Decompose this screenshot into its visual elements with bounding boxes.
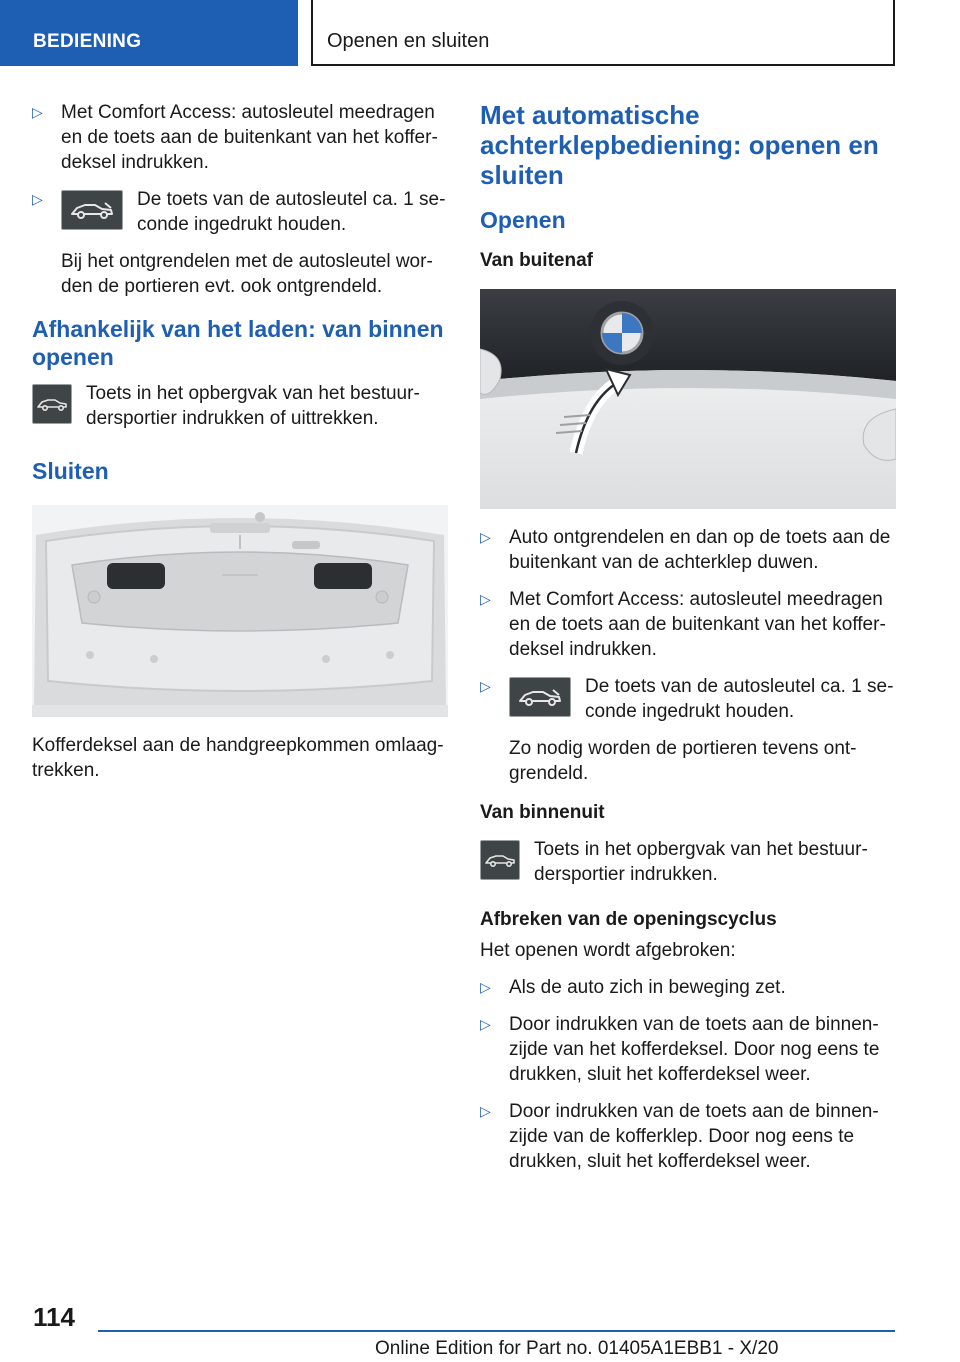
list-item <box>480 1099 896 1174</box>
section-heading-inside: Afhankelijk van het laden: van binnen openen <box>32 316 444 370</box>
bullet-marker-icon: ▷ <box>480 591 491 607</box>
list-item-text: De toets van de autosleutel ca. 1 seconde ingedrukt houden. <box>585 676 894 722</box>
left-column <box>32 100 448 795</box>
list-item-text: Met Comfort Access: autosleutel meedragen en de toets aan de buitenkant van het kofferdeksel indrukken. <box>61 102 438 173</box>
list-item-text: Als de auto zich in beweging zet. <box>509 977 786 998</box>
list-item-text: De toets van de autosleutel ca. 1 seconde ingedrukt houden. <box>137 189 446 235</box>
car-trunk-small-icon <box>32 384 72 424</box>
list-item-text: Auto ontgrendelen en dan op de toets aan de buitenkant van de achterklep duwen. <box>509 527 891 573</box>
car-trunk-icon <box>61 190 123 230</box>
car-trunk-icon <box>509 677 571 717</box>
car-trunk-small-icon <box>480 840 520 880</box>
inside-button-row <box>32 381 448 431</box>
inside-button-row <box>480 837 896 887</box>
abort-intro: Het openen wordt afgebroken: <box>480 940 736 961</box>
list-item <box>480 525 896 575</box>
list-item-text: Door indrukken van de toets aan de binnenzijde van het kofferdeksel. Door nog eens te drukken, sluit het kofferdeksel weer. <box>509 1014 880 1085</box>
inside-button-text: Toets in het opbergvak van het bestuurdersportier indrukken. <box>534 839 868 885</box>
subheading-abort: Afbreken van de openingscyclus <box>480 909 777 930</box>
header-section-label: BEDIENING <box>33 31 142 52</box>
list-item-text: Door indrukken van de toets aan de binnenzijde van de kofferklep. Door nog eens te drukken, sluit het kofferdeksel weer. <box>509 1101 879 1172</box>
list-item-text: Met Comfort Access: autosleutel meedragen en de toets aan de buitenkant van het kofferdeksel indrukken. <box>509 589 886 660</box>
bullet-marker-icon: ▷ <box>32 191 43 207</box>
close-caption: Kofferdeksel aan de handgreepkommen omlaagtrekken. <box>32 735 444 781</box>
subheading-inside: Van binnenuit <box>480 802 605 823</box>
list-item-note: Bij het ontgrendelen met de autosleutel worden de portieren evt. ook ontgrendeld. <box>61 251 433 297</box>
list-item <box>32 100 448 175</box>
subheading-outside: Van buitenaf <box>480 250 593 271</box>
page-title: Met automatische achterklepbediening: openen en sluiten <box>480 100 879 190</box>
bullet-marker-icon: ▷ <box>480 529 491 545</box>
list-item <box>480 975 896 1000</box>
footer-edition: Online Edition for Part no. 01405A1EBB1 - X/20 <box>375 1338 779 1359</box>
section-heading-open: Openen <box>480 207 566 233</box>
inside-button-text: Toets in het opbergvak van het bestuurdersportier indrukken of uittrekken. <box>86 383 420 429</box>
list-item <box>480 1012 896 1087</box>
trunk-button-outside-image <box>480 289 896 509</box>
right-column <box>480 100 896 1186</box>
page-number: 114 <box>33 1302 75 1332</box>
bullet-marker-icon: ▷ <box>480 979 491 995</box>
list-item <box>32 187 448 237</box>
list-item <box>480 587 896 662</box>
header-section-tab <box>0 0 298 66</box>
header-chapter-label: Openen en sluiten <box>327 30 490 52</box>
bullet-marker-icon: ▷ <box>480 1016 491 1032</box>
trunk-lid-inside-image <box>32 505 448 717</box>
bullet-marker-icon: ▷ <box>480 1103 491 1119</box>
footer-divider <box>98 1330 895 1332</box>
list-item-note: Zo nodig worden de portieren tevens ontgrendeld. <box>509 738 857 784</box>
bullet-marker-icon: ▷ <box>480 678 491 694</box>
section-heading-close: Sluiten <box>32 458 109 484</box>
header-chapter-box <box>311 0 895 66</box>
bullet-marker-icon: ▷ <box>32 104 43 120</box>
list-item <box>480 674 896 724</box>
